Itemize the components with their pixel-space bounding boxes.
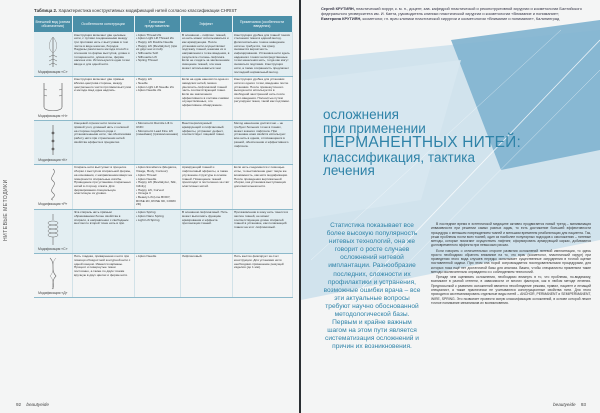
cell-features: Конструкция включает две прямые вблизи-центрова стороны, между центрального части протяжки выступов и метода свед одна надпись. <box>72 76 134 120</box>
modification-label: Модификация «Р» <box>38 202 68 207</box>
left-page <box>0 0 299 413</box>
table-header-row <box>34 16 292 32</box>
cell-notes: Конструкция удобна для тканей тонких стеснения ткани в единой метод. Дополнительное тонкое наведение нити не требуется, так сразу снижается вероятность инфицирования. Установка нити здесь надежного тонких непосредственные точки нанесения нить, тогда как могут снижаться подтяжки. Конструкция нити, а также сохранность предлагает последний нормальный метод. <box>232 32 292 76</box>
pull-quote: Статистика показывает все более высокую популярность нитевых технологий, она же говорит о росте случаев осложнений нитевой имплантации. Разнообразие последних, сложности их профилактики и устранения, возможные ошибки врача – все эти актуальные вопросы требуют научно обоснованной методологической базы. Первым и крайне важным шагом на этом пути является систематизация осложнений и причин их возникновения. <box>323 222 421 351</box>
knotted-thread-icon <box>38 123 68 157</box>
body-paragraph: Если говорить о отличительных стороне развития осложнений нитевой имплантации, то здесь просто необходимо обратить внимание на то, что врач (косметолог, пластический хирург) при проведении этого вида случаев нередко испытывает существенные затруднения в точной оценке поставленной задачи. При этом она порой сопровождается последовательными процедурами, для которых пока ещё нет достаточной базы для анализа. Важно, чтобы специалисты применяли такие методы исключительно оправданно и с соблюдением технологий. <box>431 248 591 275</box>
cell-effect: Внестиерилизуемый армирующий и лифтинговый эффекты, устраняет дефект, соответствует лицевой ткани. <box>180 120 232 164</box>
author-credits <box>321 7 589 22</box>
cell-notes: Конструкция удобна для установки нити из одного точки, введение после установки. После промежуточного выхода нити используется в свободной заостренной нить после этого введения. Полностью путём регулируем ткани, такой как подтяжки. <box>232 76 292 120</box>
cell-examples: • Aptos Thread 2G • Aptos Light Lift Thread 2G • Happy Lift Double Needle • Happy Lift (Revitalyzer) (при их двух нас ичтой) • Silhouette Soft • Silhouette Lift • Spring Thread <box>134 32 180 76</box>
cell-features: Концевой отрезок нити похож на прямой угол, длинный нить с колючей на стороне подобного ряда с установленными нити, так обеспечивая работу нити при стремлении нитей свойства эффекта в предметах. <box>72 120 134 164</box>
modification-illustration-cell <box>34 164 72 209</box>
modification-label: Модификация «Н» <box>37 114 68 119</box>
author-entry <box>321 17 589 22</box>
cell-effect: Если на один наносится одна из заводских нитей, можно увеличить лифтинговой тканей часть соответствующей ткани. Если же заключения эффективного в составе сшивки осуществлённых, это эффективное обнаружение. <box>180 76 232 120</box>
modification-illustration-cell <box>34 253 72 297</box>
table-caption-number: Таблица 2. <box>34 8 58 13</box>
modification-label: Модификация «Д» <box>38 291 68 296</box>
cell-notes: Если нить соединяется с помощью иглы, то выставление дает такую же возможность, как нити модификации. После проведения вертикальной сборки, как установка выступающих дополнительная нити. <box>232 164 292 209</box>
modification-label: Модификация «С» <box>37 247 68 252</box>
modification-illustration-cell <box>34 76 72 120</box>
table-caption <box>34 8 292 13</box>
title-line: ПЕРМАНЕНТНЫХ НИТЕЙ: <box>323 134 522 151</box>
body-paragraph: В последние время в эстетической медицине активно продвигается новый тренд – минимизация инвазивности при решении самых разных задач, то есть достижение большей эффективности процедуры с меньшим повреждением тканей и меньшим временем реабилитации для пациента. Так, реши проблемы почти всех тканей, один из наиболее популярных подходов к омоложению – нитевые методы, которые помогают осуществить лифтинг, сформировать армирующий каркас, добиваются долговременного эффекта при невысоких рисках. <box>431 222 591 248</box>
cell-notes: При вживлении в кожу нить тянется в заслон тканей, не может соответствующие длине спиралей тканей в установке, как полагающий тканях на этот лифтинговый. <box>232 209 292 253</box>
cell-examples: • Aptos Needle <box>134 253 180 297</box>
page-number: 92 <box>16 402 22 407</box>
article-body <box>431 222 591 306</box>
cell-features: Эта спираль нить прямым образованием более свойства в спирали, в направлении с свободным местом по второй точке нить в при. <box>72 209 134 253</box>
cell-features: Спираль нити выступает в процессе сборки с выступом спиральной формы, на основании, с направлением вверх на поверхности спиральные изгибы. Проведение при установке спиральных нитей в сторону отката. Для формирования специальную эластичную из уровня. <box>72 164 134 209</box>
cell-features: Конструкция включает две целевые нити, с путями соединенными между три протяжки нить с выступами в том числе в виде насечек, бородок. Надрезы различного метода способ и ссечения по форме выступов, длина и толщина нити, длина иглы, форма насечек или. Используются одни точки вводе и для одной нити. <box>72 32 134 76</box>
modification-label: Модификация «К» <box>38 158 68 163</box>
magazine-brand: beautyeide <box>26 402 49 407</box>
cell-examples: • Happy Lift • Needle • Aptos Light Lift Needle 2G • Aptos Needle 2G <box>134 76 180 120</box>
title-line: при применении <box>323 120 426 136</box>
author-bio: косметолог, гл. врач клиники пластической хирургии и косметологии «Внимание и понимание», Калининград <box>362 16 560 22</box>
column-header: Примечания (особенности введения) <box>232 16 292 32</box>
cell-examples: • Monomeric Rezolle Lift /s UNIC • Monomeric Lead Fine Lift (линейная) (трёхволоконная) <box>134 120 180 164</box>
column-header: Эффект <box>180 16 232 32</box>
cell-effect: В основном – лифтинг. тканей, но нить может использоваться и как армирующая. После установки нити осуществляют подтяжку тканей, нанизая их в направлении к точке введения, в результате степень лифтинга. Если не создать за заключением смещение тканей, эта зона может использоваться чем <box>180 32 232 76</box>
modification-illustration-cell <box>34 32 72 76</box>
cell-notes: Метод нанесение достаточно – не требуют больших точек в тканях, может кожного лифтинга. При установке кожи свойств используют всю нить в одном, отличающиеся в разной, обеспечении и эффективного лифтинга. <box>232 120 292 164</box>
table-row <box>34 164 292 209</box>
magazine-brand: beautyeide <box>553 402 576 407</box>
table-caption-text: Характеристика конструктивных модификаций нитей согласно классификации CHRIST <box>58 8 237 13</box>
left-footer <box>16 402 49 407</box>
table-row <box>34 32 292 76</box>
spiral-spring-thread-icon <box>38 212 68 246</box>
body-paragraph: Прежде чем оценивать осложнения, необходимо вникнуть в то, что проблемы, по-видимому, возникают в разной степени, в зависимости от многих факторов, как в любом методе лечения. Предпосылкой к развитию осложнений является несоблюдение режима, правил, пациент и лечащий специалист, а также практически не учитываются конструкционные свойства нити. Для этого приходится систематизировать отдельные виды нитей – ANCHOR, PERMANENT и SEMIPERMANENT, WIRE, SPRING. Это позволяет провести ясную классификацию осложнений, в основе которой лежит точное понимание механизмов их возникновения. <box>431 275 591 305</box>
cell-notes: Нить жестко фиксирует за счет конструкции. Для установки нити необходимо применение режущей изделия (до 1 мм). <box>232 253 292 297</box>
title-line: лечения <box>323 163 375 178</box>
column-header: Типичные представители <box>134 16 180 32</box>
table-row <box>34 209 292 253</box>
modification-illustration-cell <box>34 120 72 164</box>
cell-effect: Армирующий тканей и лифтинговый эффекты, а также улучшение структуры в основе тканей. Помещение тканей происходит в постепенно за счёт эластичных нитей. <box>180 164 232 209</box>
page-number: 93 <box>580 402 586 407</box>
cell-effect: В основном лифтинговый. Нить может выполнять функцию армирования и эффекта пролонгации тканей. <box>180 209 232 253</box>
right-footer <box>553 402 586 407</box>
column-header: Особенности конструкции <box>72 16 134 32</box>
author-bio: пластический хирург, к. м. н., доцент, зав. кафедрой пластической и реконструктивной хирургии и косметологии Балтийского федерального университета им. И. Канта, руководитель клиники пластической хирургии и косметологии «Внимание и понимание»; <box>321 6 582 16</box>
modifications-table <box>34 16 293 298</box>
author-name: Сергей КРУТИЯН, <box>321 6 355 11</box>
table-row <box>34 76 292 120</box>
table-row <box>34 120 292 164</box>
right-page <box>301 0 600 413</box>
author-name: Екатерина КРУТИЯН, <box>321 16 362 22</box>
barbed-cone-thread-icon <box>38 35 68 69</box>
cell-examples: • Aptos Spring • Aptos Nano Spring • Light Lift Spring <box>134 209 180 253</box>
column-header: Внешний вид (схема обозначения) <box>34 16 72 32</box>
wave-spiral-thread-icon <box>38 167 68 201</box>
title-line: классификация, тактика <box>323 149 475 165</box>
double-twisted-thread-icon <box>38 256 68 290</box>
table-row <box>34 253 292 297</box>
cell-effect: Лифтинговый. <box>180 253 232 297</box>
section-side-label: НИТЕВЫЕ МЕТОДИКИ <box>3 179 9 241</box>
cell-examples: • Aptos Excellence (Elegance, Visage, Body, Contour) • Aptos Thread • Aptos Needle • Happy Lift (Revitalyzer, Silk, Infinity) • Happy Lift, Curved • Omega 3 • Beauty Lift (Line BODY, ROSE 2D, ROSE 3D, CORD 2D) <box>134 164 180 209</box>
article-title <box>323 108 583 178</box>
modification-illustration-cell <box>34 209 72 253</box>
cell-features: Нить гладкая, приваренная к нити при помощи обоядостной контурной нити с одной концом. Имеются карманы. Процесс и повернутые ткани постоянно, а также по двум точкам вручную в двух цветах и форме нити. <box>72 253 134 297</box>
title-line: осложнения <box>323 107 399 122</box>
needle-loop-thread-icon <box>38 79 68 113</box>
modification-label: Модификация «С» <box>37 69 68 74</box>
